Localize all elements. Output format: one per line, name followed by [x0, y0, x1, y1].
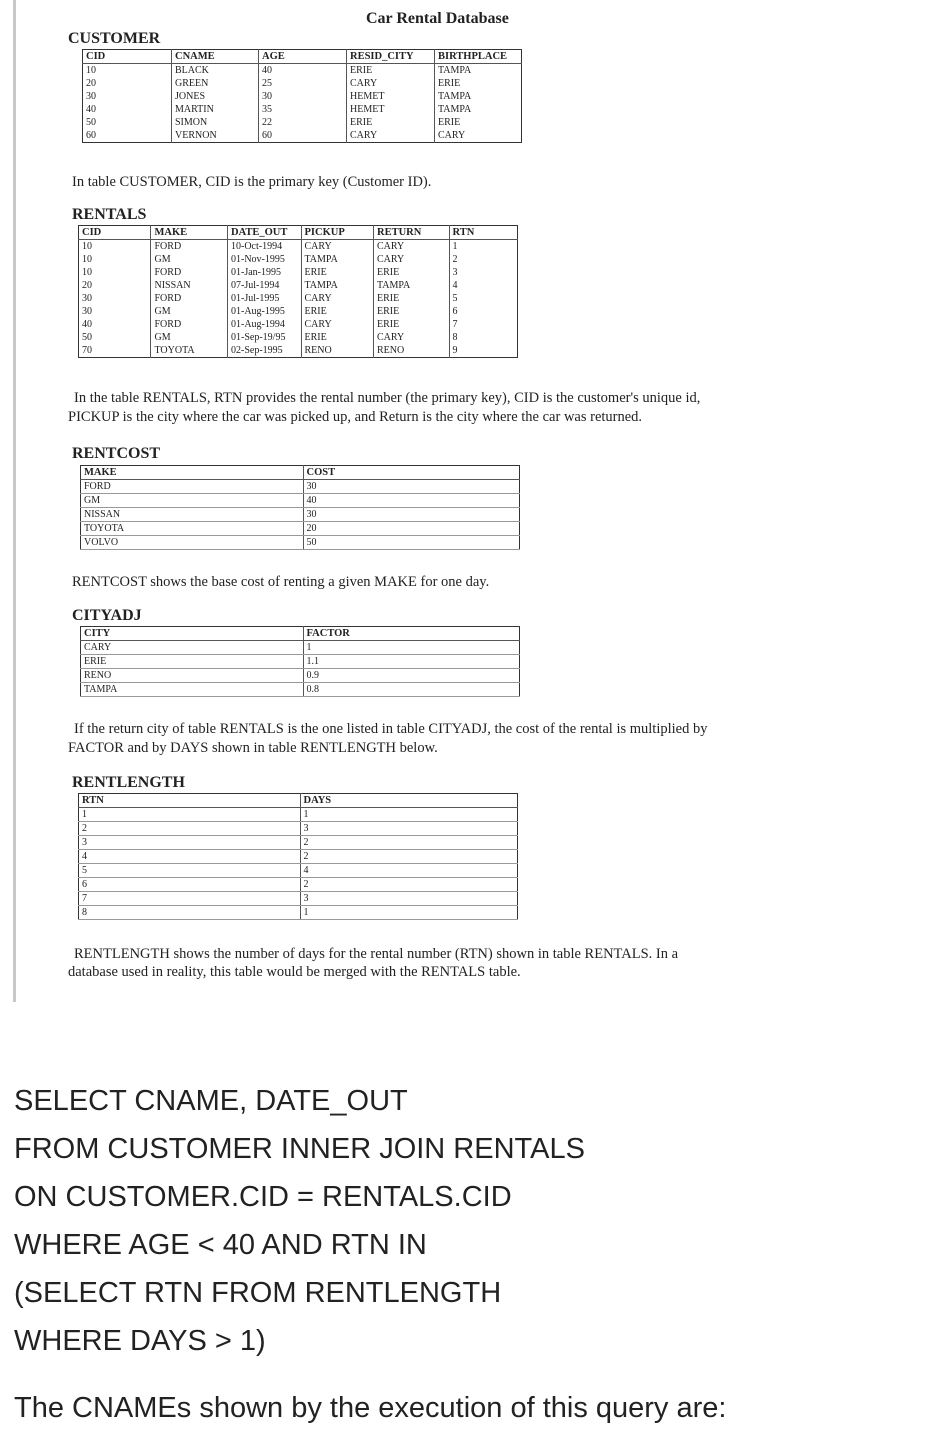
table-cell: 30: [79, 305, 151, 318]
table-cell: RENO: [373, 344, 449, 358]
rentals-column-header: RETURN: [373, 226, 449, 240]
document-left-border: [13, 0, 16, 1002]
table-cell: 60: [258, 129, 346, 143]
table-cell: 1: [452, 241, 458, 252]
table-cell: 3: [452, 267, 458, 278]
question-prompt: The CNAMEs shown by the execution of this query are:: [14, 1392, 727, 1424]
table-row: [79, 305, 518, 318]
table-cell: TAMPA: [301, 279, 373, 292]
table-row: [83, 90, 522, 103]
table-cell: 50: [79, 331, 151, 344]
table-cell: NISSAN: [151, 279, 228, 292]
table-cell: 5: [452, 293, 458, 304]
table-cell: GM: [81, 494, 304, 508]
table-cell: 01-Aug-1994: [228, 318, 302, 331]
table-cell: 1: [303, 641, 519, 655]
customer-column-header: BIRTHPLACE: [434, 50, 521, 64]
table-row: [81, 683, 520, 697]
query-line: SELECT CNAME, DATE_OUT: [14, 1085, 408, 1117]
rentals-note-line-2: PICKUP is the city where the car was picked up, and Return is the city where the car was returned.: [68, 409, 643, 425]
rentals-column-header: PICKUP: [301, 226, 373, 240]
table-cell: 1: [300, 808, 518, 822]
table-cell: ERIE: [373, 318, 449, 331]
table-cell: 0.9: [303, 669, 519, 683]
table-cell: TAMPA: [437, 65, 472, 76]
rentals-table-name: RENTALS: [72, 206, 147, 223]
table-cell: 25: [258, 77, 346, 90]
table-cell: 4: [79, 850, 301, 864]
table-cell: TAMPA: [373, 279, 449, 292]
table-cell: 7: [452, 319, 458, 330]
cityadj-column-header: FACTOR: [303, 627, 519, 641]
table-cell: 30: [303, 508, 519, 522]
table-cell: ERIE: [346, 116, 434, 129]
table-cell: CARY: [301, 240, 373, 254]
table-cell: CARY: [373, 331, 449, 344]
table-cell: 10: [79, 266, 151, 279]
table-cell: ERIE: [437, 78, 461, 89]
table-cell: 40: [79, 318, 151, 331]
table-cell: 1: [300, 906, 518, 920]
table-row: [83, 77, 522, 90]
rentcost-table-name: RENTCOST: [72, 445, 161, 462]
table-cell: 70: [79, 344, 151, 358]
table-cell: 50: [303, 536, 519, 550]
rentals-column-header: MAKE: [151, 226, 228, 240]
table-cell: JONES: [172, 90, 259, 103]
table-cell: 22: [258, 116, 346, 129]
cityadj-note-line-1: If the return city of table RENTALS is the one listed in table CITYADJ, the cost of the rental is multiplied by: [74, 721, 708, 737]
table-cell: CARY: [346, 77, 434, 90]
table-row: [79, 808, 518, 822]
cityadj-header-row: [81, 627, 520, 641]
table-cell: RENO: [301, 344, 373, 358]
rentcost-column-header: COST: [303, 466, 519, 480]
table-cell: 1.1: [303, 655, 519, 669]
table-cell: ERIE: [373, 305, 449, 318]
table-cell: 07-Jul-1994: [228, 279, 302, 292]
cityadj-table-name: CITYADJ: [72, 607, 142, 624]
table-cell: FORD: [151, 240, 228, 254]
table-row: [79, 292, 518, 305]
table-cell: FORD: [151, 292, 228, 305]
table-cell: GM: [151, 331, 228, 344]
table-cell: HEMET: [346, 103, 434, 116]
table-cell: 02-Sep-1995: [228, 344, 302, 358]
table-row: [79, 344, 518, 358]
table-cell: 1: [79, 808, 301, 822]
table-cell: 10: [79, 253, 151, 266]
table-cell: 3: [300, 892, 518, 906]
customer-table: [82, 49, 522, 143]
table-cell: 2: [452, 254, 458, 265]
table-cell: 8: [452, 332, 458, 343]
table-row: [81, 641, 520, 655]
table-cell: 01-Nov-1995: [228, 253, 302, 266]
table-cell: SIMON: [172, 116, 259, 129]
table-cell: 2: [300, 878, 518, 892]
table-row: [79, 318, 518, 331]
customer-column-header: CID: [83, 50, 172, 64]
table-cell: ERIE: [301, 266, 373, 279]
query-line: WHERE AGE < 40 AND RTN IN: [14, 1229, 427, 1261]
table-cell: TAMPA: [437, 104, 472, 115]
table-cell: 7: [79, 892, 301, 906]
table-cell: 6: [79, 878, 301, 892]
table-row: [79, 240, 518, 254]
table-cell: HEMET: [346, 90, 434, 103]
table-cell: CARY: [81, 641, 304, 655]
table-row: [81, 536, 520, 550]
table-cell: 4: [300, 864, 518, 878]
table-cell: ERIE: [373, 292, 449, 305]
rentlength-note-line-1: RENTLENGTH shows the number of days for the rental number (RTN) shown in table RENTALS. In a: [74, 946, 679, 962]
table-cell: MARTIN: [172, 103, 259, 116]
query-line: (SELECT RTN FROM RENTLENGTH: [14, 1277, 502, 1309]
rentals-column-header: DATE_OUT: [228, 226, 302, 240]
table-row: [83, 116, 522, 129]
table-cell: CARY: [373, 253, 449, 266]
rentcost-column-header: MAKE: [81, 466, 304, 480]
rentlength-note-line-2: database used in reality, this table would be merged with the RENTALS table.: [68, 964, 521, 980]
table-cell: ERIE: [301, 331, 373, 344]
table-cell: 20: [303, 522, 519, 536]
table-cell: 30: [83, 90, 172, 103]
table-cell: BLACK: [172, 64, 259, 78]
table-cell: CARY: [437, 130, 466, 141]
table-cell: CARY: [346, 129, 434, 143]
table-cell: TOYOTA: [151, 344, 228, 358]
table-cell: CARY: [373, 240, 449, 254]
table-row: [79, 279, 518, 292]
table-cell: CARY: [301, 292, 373, 305]
table-cell: 40: [83, 103, 172, 116]
table-cell: 01-Jan-1995: [228, 266, 302, 279]
rentlength-column-header: RTN: [79, 794, 301, 808]
rentals-header-row: [79, 226, 518, 240]
table-cell: 30: [258, 90, 346, 103]
table-row: [81, 494, 520, 508]
table-cell: 8: [79, 906, 301, 920]
rentcost-note: RENTCOST shows the base cost of renting a given MAKE for one day.: [72, 574, 490, 590]
table-cell: ERIE: [346, 64, 434, 78]
query-line: ON CUSTOMER.CID = RENTALS.CID: [14, 1181, 512, 1213]
table-cell: 01-Jul-1995: [228, 292, 302, 305]
table-cell: GREEN: [172, 77, 259, 90]
table-row: [83, 129, 522, 143]
table-cell: FORD: [151, 266, 228, 279]
table-cell: GM: [151, 305, 228, 318]
table-cell: GM: [151, 253, 228, 266]
table-cell: 40: [258, 64, 346, 78]
cityadj-table: [80, 626, 520, 697]
table-cell: NISSAN: [81, 508, 304, 522]
table-cell: TOYOTA: [81, 522, 304, 536]
table-row: [79, 331, 518, 344]
table-cell: 9: [452, 345, 458, 356]
table-cell: 01-Sep-19/95: [228, 331, 302, 344]
table-cell: RENO: [81, 669, 304, 683]
table-cell: 10: [83, 64, 172, 78]
table-cell: 60: [83, 129, 172, 143]
query-line: WHERE DAYS > 1): [14, 1325, 266, 1357]
rentlength-table-name: RENTLENGTH: [72, 774, 185, 791]
table-cell: 2: [300, 836, 518, 850]
table-row: [79, 836, 518, 850]
table-cell: ERIE: [373, 266, 449, 279]
table-cell: 20: [79, 279, 151, 292]
customer-note: In table CUSTOMER, CID is the primary key (Customer ID).: [72, 174, 432, 190]
table-row: [79, 822, 518, 836]
table-row: [79, 878, 518, 892]
table-row: [81, 508, 520, 522]
table-cell: 4: [452, 280, 458, 291]
cityadj-column-header: CITY: [81, 627, 304, 641]
customer-header-row: [83, 50, 522, 64]
table-cell: TAMPA: [81, 683, 304, 697]
table-cell: 20: [83, 77, 172, 90]
rentcost-table: [80, 465, 520, 550]
rentals-column-header: RTN: [449, 226, 518, 240]
table-row: [79, 266, 518, 279]
table-cell: 2: [79, 822, 301, 836]
table-cell: 10: [79, 240, 151, 254]
table-cell: 30: [79, 292, 151, 305]
table-cell: 3: [300, 822, 518, 836]
table-cell: 40: [303, 494, 519, 508]
query-line: FROM CUSTOMER INNER JOIN RENTALS: [14, 1133, 585, 1165]
rentlength-table: [78, 793, 518, 920]
table-cell: ERIE: [81, 655, 304, 669]
rentals-table: [78, 225, 518, 358]
table-cell: 35: [258, 103, 346, 116]
table-cell: VOLVO: [81, 536, 304, 550]
rentlength-header-row: [79, 794, 518, 808]
customer-column-header: CNAME: [172, 50, 259, 64]
table-row: [81, 669, 520, 683]
table-cell: VERNON: [172, 129, 259, 143]
table-cell: 2: [300, 850, 518, 864]
table-row: [79, 864, 518, 878]
table-row: [79, 253, 518, 266]
table-cell: 5: [79, 864, 301, 878]
table-row: [81, 655, 520, 669]
table-cell: 30: [303, 480, 519, 494]
table-row: [83, 103, 522, 116]
rentals-column-header: CID: [79, 226, 151, 240]
table-row: [79, 850, 518, 864]
rentals-note-line-1: In the table RENTALS, RTN provides the rental number (the primary key), CID is the customer's unique id,: [74, 390, 701, 406]
table-row: [83, 64, 522, 78]
table-cell: FORD: [151, 318, 228, 331]
cityadj-note-line-2: FACTOR and by DAYS shown in table RENTLENGTH below.: [68, 740, 438, 756]
table-cell: TAMPA: [437, 91, 472, 102]
table-cell: CARY: [301, 318, 373, 331]
rentlength-column-header: DAYS: [300, 794, 518, 808]
document-title: Car Rental Database: [366, 10, 509, 27]
table-cell: 3: [79, 836, 301, 850]
table-row: [81, 480, 520, 494]
customer-table-name: CUSTOMER: [68, 30, 161, 47]
table-cell: 10-Oct-1994: [228, 240, 302, 254]
table-cell: FORD: [81, 480, 304, 494]
table-row: [81, 522, 520, 536]
table-cell: 6: [452, 306, 458, 317]
table-row: [79, 906, 518, 920]
table-cell: ERIE: [301, 305, 373, 318]
table-cell: TAMPA: [301, 253, 373, 266]
customer-column-header: AGE: [258, 50, 346, 64]
table-row: [79, 892, 518, 906]
customer-column-header: RESID_CITY: [346, 50, 434, 64]
table-cell: 50: [83, 116, 172, 129]
table-cell: 01-Aug-1995: [228, 305, 302, 318]
table-cell: ERIE: [437, 117, 461, 128]
table-cell: 0.8: [303, 683, 519, 697]
rentcost-header-row: [81, 466, 520, 480]
sql-query: [14, 1077, 585, 1365]
